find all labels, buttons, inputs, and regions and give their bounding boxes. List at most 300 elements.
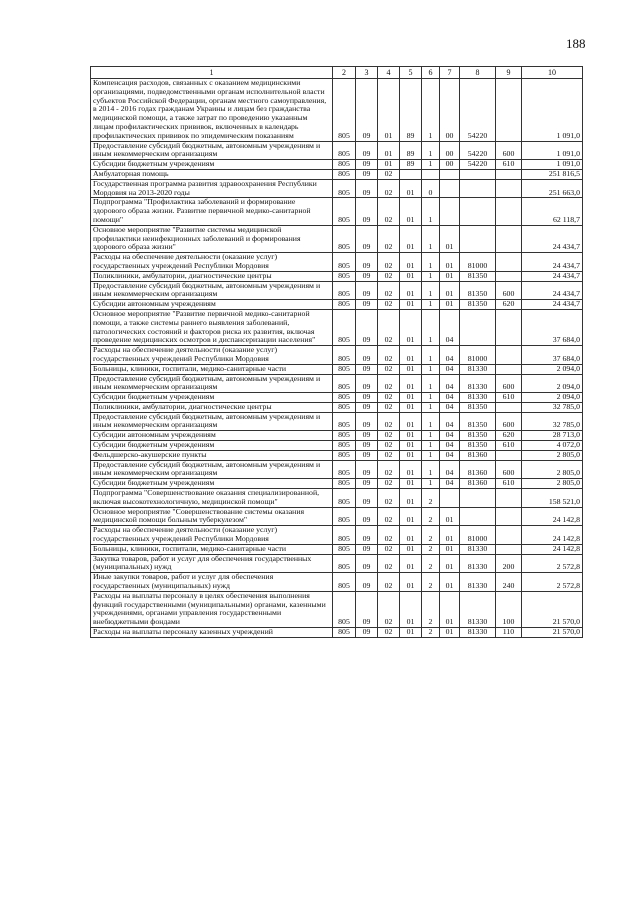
direction-cell: 81000 xyxy=(460,346,496,365)
direction-cell: 81360 xyxy=(460,450,496,460)
program-cell: 01 xyxy=(400,544,422,554)
table-row xyxy=(91,489,583,508)
direction-cell: 54220 xyxy=(460,141,496,160)
amount-cell: 24 434,7 xyxy=(522,300,583,310)
section-cell: 09 xyxy=(356,300,378,310)
table-row xyxy=(91,591,583,627)
table-row xyxy=(91,554,583,573)
expense-type-cell xyxy=(496,346,522,365)
subsection-cell: 02 xyxy=(378,271,400,281)
table-row xyxy=(91,393,583,403)
subprogram-cell: 1 xyxy=(422,346,440,365)
event-cell: 04 xyxy=(440,441,460,451)
subprogram-cell: 1 xyxy=(422,460,440,479)
program-cell: 01 xyxy=(400,628,422,638)
subprogram-cell: 1 xyxy=(422,309,440,345)
subsection-cell: 02 xyxy=(378,225,400,252)
section-cell: 09 xyxy=(356,309,378,345)
event-cell: 01 xyxy=(440,628,460,638)
program-cell: 89 xyxy=(400,160,422,170)
direction-cell: 81000 xyxy=(460,253,496,272)
section-cell: 09 xyxy=(356,253,378,272)
table-row xyxy=(91,526,583,545)
table-row xyxy=(91,179,583,198)
subprogram-cell: 1 xyxy=(422,412,440,431)
item-name-cell: Субсидии автономным учреждениям xyxy=(91,300,333,310)
section-cell: 09 xyxy=(356,479,378,489)
admin-code-cell: 805 xyxy=(333,450,356,460)
subsection-cell: 02 xyxy=(378,169,400,179)
admin-code-cell: 805 xyxy=(333,591,356,627)
table-row xyxy=(91,346,583,365)
expense-type-cell xyxy=(496,169,522,179)
amount-cell: 37 684,0 xyxy=(522,309,583,345)
event-cell xyxy=(440,198,460,225)
direction-cell: 81350 xyxy=(460,412,496,431)
table-row xyxy=(91,79,583,142)
subprogram-cell: 1 xyxy=(422,431,440,441)
direction-cell: 54220 xyxy=(460,79,496,142)
direction-cell: 81360 xyxy=(460,460,496,479)
amount-cell: 37 684,0 xyxy=(522,346,583,365)
subprogram-cell: 2 xyxy=(422,526,440,545)
admin-code-cell: 805 xyxy=(333,225,356,252)
program-cell: 89 xyxy=(400,79,422,142)
subsection-cell: 02 xyxy=(378,460,400,479)
program-cell: 01 xyxy=(400,460,422,479)
program-cell: 01 xyxy=(400,225,422,252)
expense-type-cell: 610 xyxy=(496,479,522,489)
admin-code-cell: 805 xyxy=(333,364,356,374)
event-cell: 04 xyxy=(440,431,460,441)
direction-cell: 81350 xyxy=(460,441,496,451)
program-cell: 01 xyxy=(400,179,422,198)
section-cell: 09 xyxy=(356,544,378,554)
section-cell: 09 xyxy=(356,554,378,573)
expense-type-cell xyxy=(496,402,522,412)
table-row xyxy=(91,441,583,451)
amount-cell: 32 785,0 xyxy=(522,412,583,431)
table-row xyxy=(91,271,583,281)
table-row xyxy=(91,141,583,160)
expense-type-cell: 600 xyxy=(496,374,522,393)
event-cell: 01 xyxy=(440,225,460,252)
direction-cell: 81350 xyxy=(460,431,496,441)
subprogram-cell: 1 xyxy=(422,79,440,142)
table-row xyxy=(91,628,583,638)
subsection-cell: 02 xyxy=(378,281,400,300)
program-cell: 01 xyxy=(400,412,422,431)
expense-type-cell xyxy=(496,489,522,508)
page-number: 188 xyxy=(566,36,586,51)
subprogram-cell: 1 xyxy=(422,393,440,403)
section-cell: 09 xyxy=(356,346,378,365)
section-cell: 09 xyxy=(356,160,378,170)
direction-cell xyxy=(460,169,496,179)
amount-cell: 2 094,0 xyxy=(522,364,583,374)
subsection-cell: 02 xyxy=(378,374,400,393)
direction-cell xyxy=(460,507,496,526)
item-name-cell: Поликлиники, амбулатории, диагностические центры xyxy=(91,271,333,281)
item-name-cell: Субсидии бюджетным учреждениям xyxy=(91,441,333,451)
program-cell: 01 xyxy=(400,591,422,627)
program-cell: 01 xyxy=(400,489,422,508)
event-cell: 04 xyxy=(440,374,460,393)
direction-cell: 81350 xyxy=(460,300,496,310)
admin-code-cell: 805 xyxy=(333,573,356,592)
direction-cell: 81350 xyxy=(460,281,496,300)
admin-code-cell: 805 xyxy=(333,402,356,412)
section-cell: 09 xyxy=(356,526,378,545)
expense-type-cell xyxy=(496,79,522,142)
table-body xyxy=(91,79,583,638)
item-name-cell: Предоставление субсидий бюджетным, автономным учреждениям и иным некоммерческим организациям xyxy=(91,412,333,431)
admin-code-cell: 805 xyxy=(333,489,356,508)
expense-type-cell xyxy=(496,526,522,545)
expense-type-cell xyxy=(496,198,522,225)
event-cell: 01 xyxy=(440,300,460,310)
admin-code-cell: 805 xyxy=(333,374,356,393)
item-name-cell: Больницы, клиники, госпитали, медико-санитарные части xyxy=(91,544,333,554)
amount-cell: 21 570,0 xyxy=(522,591,583,627)
program-cell: 01 xyxy=(400,526,422,545)
item-name-cell: Предоставление субсидий бюджетным, автономным учреждениям и иным некоммерческим организациям xyxy=(91,281,333,300)
event-cell: 04 xyxy=(440,393,460,403)
item-name-cell: Предоставление субсидий бюджетным, автономным учреждениям и иным некоммерческим организациям xyxy=(91,460,333,479)
direction-cell xyxy=(460,198,496,225)
item-name-cell: Предоставление субсидий бюджетным, автономным учреждениям и иным некоммерческим организациям xyxy=(91,141,333,160)
direction-cell: 81330 xyxy=(460,628,496,638)
program-cell: 01 xyxy=(400,431,422,441)
table-header-row xyxy=(91,67,583,79)
item-name-cell: Основное мероприятие "Совершенствование системы оказания медицинской помощи больным туберкулезом" xyxy=(91,507,333,526)
item-name-cell: Субсидии бюджетным учреждениям xyxy=(91,479,333,489)
table-row xyxy=(91,364,583,374)
subsection-cell: 02 xyxy=(378,253,400,272)
expense-type-cell: 600 xyxy=(496,412,522,431)
direction-cell: 81330 xyxy=(460,364,496,374)
item-name-cell: Расходы на обеспечение деятельности (оказание услуг) государственных учреждений Республики Мордовия xyxy=(91,526,333,545)
event-cell xyxy=(440,179,460,198)
table-row xyxy=(91,198,583,225)
admin-code-cell: 805 xyxy=(333,479,356,489)
program-cell: 01 xyxy=(400,271,422,281)
event-cell: 01 xyxy=(440,591,460,627)
table-row xyxy=(91,412,583,431)
amount-cell: 2 094,0 xyxy=(522,393,583,403)
item-name-cell: Субсидии бюджетным учреждениям xyxy=(91,160,333,170)
subprogram-cell: 2 xyxy=(422,554,440,573)
admin-code-cell: 805 xyxy=(333,253,356,272)
amount-cell: 2 805,0 xyxy=(522,479,583,489)
event-cell: 04 xyxy=(440,450,460,460)
subprogram-cell: 1 xyxy=(422,225,440,252)
table-row xyxy=(91,300,583,310)
item-name-cell: Подпрограмма "Совершенствование оказания специализированной, включая высокотехнологичную, медицинской помощи" xyxy=(91,489,333,508)
table-row xyxy=(91,309,583,345)
event-cell: 01 xyxy=(440,507,460,526)
subprogram-cell: 2 xyxy=(422,489,440,508)
item-name-cell: Субсидии бюджетным учреждениям xyxy=(91,393,333,403)
section-cell: 09 xyxy=(356,374,378,393)
admin-code-cell: 805 xyxy=(333,281,356,300)
table-row xyxy=(91,160,583,170)
admin-code-cell: 805 xyxy=(333,412,356,431)
expense-type-cell xyxy=(496,309,522,345)
column-header: 3 xyxy=(356,67,378,79)
admin-code-cell: 805 xyxy=(333,628,356,638)
admin-code-cell: 805 xyxy=(333,169,356,179)
subprogram-cell: 1 xyxy=(422,141,440,160)
direction-cell xyxy=(460,489,496,508)
table-row xyxy=(91,225,583,252)
expense-type-cell xyxy=(496,364,522,374)
admin-code-cell: 805 xyxy=(333,393,356,403)
section-cell: 09 xyxy=(356,79,378,142)
direction-cell xyxy=(460,225,496,252)
subprogram-cell: 1 xyxy=(422,271,440,281)
amount-cell: 21 570,0 xyxy=(522,628,583,638)
admin-code-cell: 805 xyxy=(333,460,356,479)
admin-code-cell: 805 xyxy=(333,544,356,554)
amount-cell: 24 434,7 xyxy=(522,271,583,281)
expense-type-cell: 110 xyxy=(496,628,522,638)
program-cell: 01 xyxy=(400,346,422,365)
amount-cell: 251 663,0 xyxy=(522,179,583,198)
subsection-cell: 02 xyxy=(378,628,400,638)
subprogram-cell: 2 xyxy=(422,507,440,526)
item-name-cell: Компенсация расходов, связанных с оказанием медицинскими организациями, подведомственными органам исполнительной власти субъектов Российской Федерации, органам местного самоуправления, в 2014 - 2016 годах гражданам Украины и лицам без гражданства медицинской помощи, а также затрат по проведению указанным лицам профилактических прививок, включенных в календарь профилактических прививок по эпидемическим показаниям xyxy=(91,79,333,142)
admin-code-cell: 805 xyxy=(333,526,356,545)
subsection-cell: 02 xyxy=(378,300,400,310)
subsection-cell: 02 xyxy=(378,412,400,431)
section-cell: 09 xyxy=(356,412,378,431)
program-cell: 01 xyxy=(400,402,422,412)
direction-cell: 81330 xyxy=(460,393,496,403)
section-cell: 09 xyxy=(356,198,378,225)
section-cell: 09 xyxy=(356,489,378,508)
subsection-cell: 01 xyxy=(378,160,400,170)
item-name-cell: Фельдшерско-акушерские пункты xyxy=(91,450,333,460)
subsection-cell: 02 xyxy=(378,431,400,441)
section-cell: 09 xyxy=(356,179,378,198)
subsection-cell: 02 xyxy=(378,526,400,545)
program-cell: 01 xyxy=(400,507,422,526)
event-cell xyxy=(440,489,460,508)
subprogram-cell: 0 xyxy=(422,179,440,198)
program-cell xyxy=(400,169,422,179)
event-cell: 00 xyxy=(440,79,460,142)
subsection-cell: 02 xyxy=(378,198,400,225)
admin-code-cell: 805 xyxy=(333,309,356,345)
direction-cell: 54220 xyxy=(460,160,496,170)
subsection-cell: 02 xyxy=(378,441,400,451)
item-name-cell: Государственная программа развития здравоохранения Республики Мордовия на 2013-2020 годы xyxy=(91,179,333,198)
subsection-cell: 02 xyxy=(378,402,400,412)
subsection-cell: 02 xyxy=(378,544,400,554)
direction-cell: 81330 xyxy=(460,374,496,393)
subprogram-cell: 2 xyxy=(422,573,440,592)
program-cell: 01 xyxy=(400,309,422,345)
expense-type-cell: 600 xyxy=(496,141,522,160)
admin-code-cell: 805 xyxy=(333,300,356,310)
admin-code-cell: 805 xyxy=(333,160,356,170)
column-header: 10 xyxy=(522,67,583,79)
amount-cell: 28 713,0 xyxy=(522,431,583,441)
program-cell: 01 xyxy=(400,364,422,374)
subprogram-cell: 1 xyxy=(422,402,440,412)
admin-code-cell: 805 xyxy=(333,554,356,573)
amount-cell: 2 805,0 xyxy=(522,460,583,479)
program-cell: 01 xyxy=(400,198,422,225)
item-name-cell: Расходы на выплаты персоналу казенных учреждений xyxy=(91,628,333,638)
amount-cell: 24 434,7 xyxy=(522,225,583,252)
expense-type-cell: 610 xyxy=(496,441,522,451)
expense-type-cell xyxy=(496,450,522,460)
direction-cell: 81350 xyxy=(460,402,496,412)
table-row xyxy=(91,573,583,592)
expense-type-cell: 240 xyxy=(496,573,522,592)
expense-type-cell xyxy=(496,225,522,252)
section-cell: 09 xyxy=(356,364,378,374)
amount-cell: 24 142,8 xyxy=(522,544,583,554)
program-cell: 01 xyxy=(400,554,422,573)
event-cell: 04 xyxy=(440,309,460,345)
item-name-cell: Расходы на выплаты персоналу в целях обеспечения выполнения функций государственными (муниципальными) органами, казенными учреждениями, органами управления государственными внебюджетными фондами xyxy=(91,591,333,627)
subprogram-cell: 1 xyxy=(422,479,440,489)
expense-type-cell: 200 xyxy=(496,554,522,573)
subprogram-cell: 1 xyxy=(422,300,440,310)
subsection-cell: 02 xyxy=(378,479,400,489)
program-cell: 01 xyxy=(400,479,422,489)
table-row xyxy=(91,460,583,479)
admin-code-cell: 805 xyxy=(333,141,356,160)
admin-code-cell: 805 xyxy=(333,79,356,142)
event-cell: 01 xyxy=(440,544,460,554)
amount-cell: 24 434,7 xyxy=(522,253,583,272)
section-cell: 09 xyxy=(356,393,378,403)
table-row xyxy=(91,281,583,300)
column-header: 1 xyxy=(91,67,333,79)
amount-cell: 2 094,0 xyxy=(522,374,583,393)
section-cell: 09 xyxy=(356,460,378,479)
expense-type-cell xyxy=(496,507,522,526)
amount-cell: 24 434,7 xyxy=(522,281,583,300)
table-row xyxy=(91,507,583,526)
column-header: 7 xyxy=(440,67,460,79)
event-cell: 04 xyxy=(440,364,460,374)
program-cell: 01 xyxy=(400,573,422,592)
item-name-cell: Расходы на обеспечение деятельности (оказание услуг) государственных учреждений Республики Мордовия xyxy=(91,346,333,365)
section-cell: 09 xyxy=(356,402,378,412)
program-cell: 01 xyxy=(400,374,422,393)
section-cell: 09 xyxy=(356,141,378,160)
event-cell: 01 xyxy=(440,554,460,573)
direction-cell: 81330 xyxy=(460,544,496,554)
subsection-cell: 02 xyxy=(378,179,400,198)
budget-table xyxy=(90,66,583,638)
direction-cell: 81330 xyxy=(460,591,496,627)
amount-cell: 2 572,8 xyxy=(522,554,583,573)
event-cell xyxy=(440,169,460,179)
column-header: 6 xyxy=(422,67,440,79)
amount-cell: 2 805,0 xyxy=(522,450,583,460)
item-name-cell: Больницы, клиники, госпитали, медико-санитарные части xyxy=(91,364,333,374)
subprogram-cell: 2 xyxy=(422,591,440,627)
event-cell: 01 xyxy=(440,526,460,545)
subsection-cell: 02 xyxy=(378,489,400,508)
admin-code-cell: 805 xyxy=(333,346,356,365)
event-cell: 01 xyxy=(440,573,460,592)
item-name-cell: Расходы на обеспечение деятельности (оказание услуг) государственных учреждений Республики Мордовия xyxy=(91,253,333,272)
item-name-cell: Основное мероприятие "Развитие первичной медико-санитарной помощи, а также системы раннего выявления заболеваний, патологических состояний и факторов риска их развития, включая проведение медицинских осмотров и диспансеризации населения" xyxy=(91,309,333,345)
expense-type-cell xyxy=(496,271,522,281)
item-name-cell: Амбулаторная помощь xyxy=(91,169,333,179)
section-cell: 09 xyxy=(356,450,378,460)
program-cell: 01 xyxy=(400,300,422,310)
direction-cell: 81350 xyxy=(460,271,496,281)
expense-type-cell: 600 xyxy=(496,460,522,479)
program-cell: 01 xyxy=(400,441,422,451)
column-header: 9 xyxy=(496,67,522,79)
table-row xyxy=(91,374,583,393)
program-cell: 89 xyxy=(400,141,422,160)
expense-type-cell: 620 xyxy=(496,431,522,441)
event-cell: 00 xyxy=(440,141,460,160)
column-header: 8 xyxy=(460,67,496,79)
event-cell: 01 xyxy=(440,271,460,281)
expense-type-cell: 620 xyxy=(496,300,522,310)
event-cell: 04 xyxy=(440,402,460,412)
section-cell: 09 xyxy=(356,225,378,252)
direction-cell: 81360 xyxy=(460,479,496,489)
subprogram-cell: 1 xyxy=(422,450,440,460)
expense-type-cell xyxy=(496,253,522,272)
amount-cell: 32 785,0 xyxy=(522,402,583,412)
admin-code-cell: 805 xyxy=(333,271,356,281)
direction-cell xyxy=(460,309,496,345)
section-cell: 09 xyxy=(356,591,378,627)
event-cell: 01 xyxy=(440,281,460,300)
section-cell: 09 xyxy=(356,431,378,441)
subsection-cell: 02 xyxy=(378,554,400,573)
event-cell: 01 xyxy=(440,253,460,272)
table-row xyxy=(91,169,583,179)
expense-type-cell: 610 xyxy=(496,393,522,403)
subprogram-cell: 1 xyxy=(422,374,440,393)
expense-type-cell xyxy=(496,179,522,198)
event-cell: 04 xyxy=(440,346,460,365)
subprogram-cell: 1 xyxy=(422,253,440,272)
table-row xyxy=(91,253,583,272)
subsection-cell: 02 xyxy=(378,507,400,526)
table-row xyxy=(91,450,583,460)
table-row xyxy=(91,544,583,554)
expense-type-cell xyxy=(496,544,522,554)
section-cell: 09 xyxy=(356,169,378,179)
admin-code-cell: 805 xyxy=(333,198,356,225)
admin-code-cell: 805 xyxy=(333,441,356,451)
subsection-cell: 02 xyxy=(378,450,400,460)
subprogram-cell: 2 xyxy=(422,628,440,638)
column-header: 2 xyxy=(333,67,356,79)
subprogram-cell: 1 xyxy=(422,198,440,225)
subprogram-cell: 1 xyxy=(422,281,440,300)
subsection-cell: 02 xyxy=(378,393,400,403)
subsection-cell: 02 xyxy=(378,346,400,365)
subsection-cell: 01 xyxy=(378,141,400,160)
subsection-cell: 02 xyxy=(378,364,400,374)
